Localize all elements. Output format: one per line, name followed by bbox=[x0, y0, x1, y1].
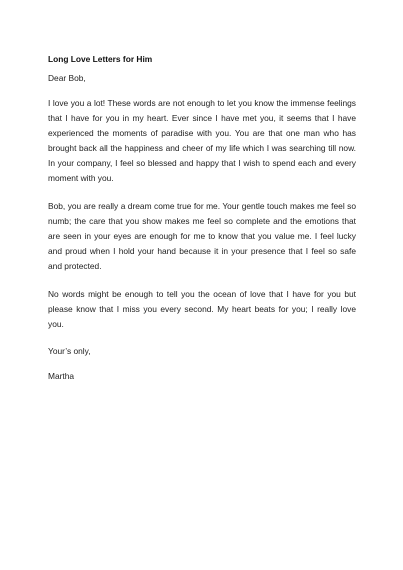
letter-body bbox=[48, 53, 356, 382]
letter-salutation: Dear Bob, bbox=[48, 73, 86, 83]
letter-paragraph-2: Bob, you are really a dream come true for me. Your gentle touch makes me feel so numb; the care that you show makes me feel so complete and the emotions that are seen in your eyes are enough for me to know that you value me. I feel lucky and proud when I hold your hand because it in your presence that I feel so safe and protected. bbox=[48, 201, 356, 271]
letter-closing: Your’s only, bbox=[48, 346, 91, 356]
letter-signature: Martha bbox=[48, 371, 75, 381]
letter-title: Long Love Letters for Him bbox=[48, 54, 153, 64]
letter-paragraph-1: I love you a lot! These words are not enough to let you know the immense feelings that I have for you in my heart. Ever since I have met you, it seems that I have experienced the moments of paradise with you. You are that one man who has brought back all the happiness and cheer of my life which I was searching till now. In your company, I feel so blessed and happy that I wish to spend each and every moment with you. bbox=[48, 98, 356, 183]
letter-paragraph-3: No words might be enough to tell you the ocean of love that I have for you but please know that I miss you every second. My heart beats for you; I really love you. bbox=[48, 289, 356, 329]
